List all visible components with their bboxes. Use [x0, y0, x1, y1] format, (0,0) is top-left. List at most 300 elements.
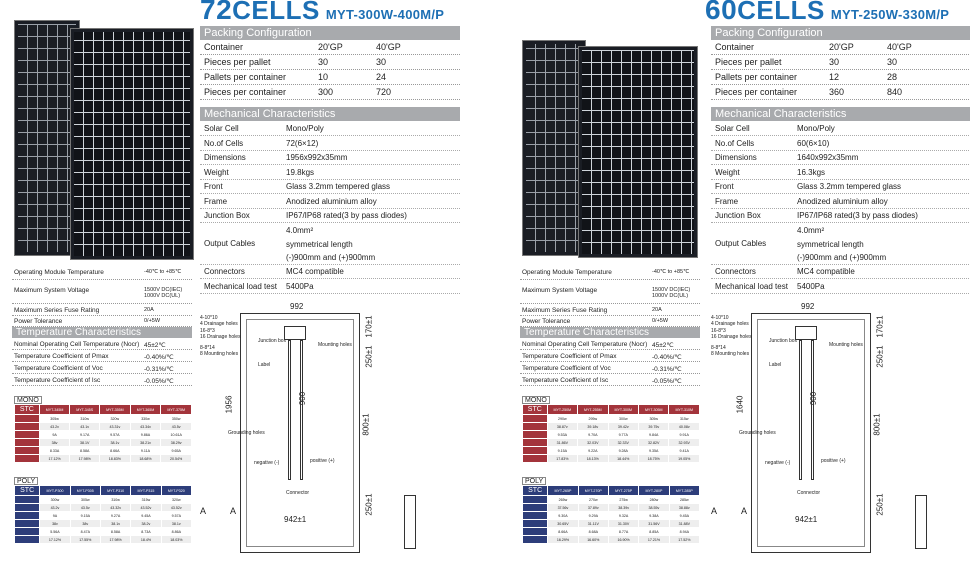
stc-value-cell: 18.4%: [131, 536, 161, 544]
stc-value-cell: 270w: [578, 496, 608, 504]
stc-value-cell: 8.47A: [70, 528, 100, 536]
packing-title: Packing Configuration: [711, 26, 970, 40]
stc-value-cell: 310w: [70, 415, 100, 423]
mono-label: MONO: [522, 396, 550, 404]
mechanical-label: Mechanical load test: [204, 281, 277, 291]
drawing-label: 16-8*3 16 Drainage holes: [711, 328, 752, 340]
poly-label: POLY: [14, 477, 38, 485]
stc-param-cell: [523, 431, 548, 439]
stc-model-cell: MYT-285P: [669, 486, 699, 496]
stc-value-cell: 9.53A: [547, 431, 577, 439]
stc-value-cell: 9.32A: [608, 512, 638, 520]
frame-profile: [404, 495, 416, 549]
mechanical-value: MC4 compatible: [286, 267, 344, 276]
limit-row: [12, 317, 192, 327]
stc-value-cell: 8.66A: [100, 447, 131, 455]
stc-value-cell: 38.1V: [70, 439, 100, 447]
drawing-label: Mounting holes: [318, 342, 352, 348]
limit-row: [520, 268, 700, 280]
mechanical-label: Dimensions: [204, 153, 246, 162]
mechanical-row: [711, 280, 970, 294]
stc-value-cell: 8.77A: [608, 528, 638, 536]
stc-value-cell: 38.1v: [161, 520, 191, 528]
drawing-label: 4-10*10 4 Drainage holes: [711, 315, 749, 327]
stc-value-cell: 37.89v: [578, 504, 608, 512]
stc-value-cell: 9.29A: [578, 512, 608, 520]
packing-value-20gp: 30: [318, 57, 329, 67]
stc-value-cell: 295w: [578, 415, 608, 423]
dim-width: 992: [290, 302, 304, 311]
stc-value-cell: 31.30V: [608, 520, 638, 528]
output-cables-row: [200, 224, 460, 265]
cable-line: [300, 340, 303, 480]
limit-value: 0/+5W: [652, 318, 669, 324]
stc-value-cell: 9.57A: [100, 431, 131, 439]
poly-stc-table: [522, 485, 700, 544]
packing-row: [200, 70, 460, 85]
stc-value-cell: 8.85A: [639, 528, 669, 536]
stc-value-cell: 38v: [39, 439, 70, 447]
dim-top2: 250±1: [875, 345, 885, 368]
poly-label: POLY: [522, 477, 546, 485]
stc-header-cell: STC: [15, 405, 40, 415]
mechanical-row: [200, 137, 460, 151]
temperature-label: Nominal Operating Cell Temperature (Nocr): [14, 341, 140, 348]
stc-value-cell: 31.86V: [547, 439, 577, 447]
drawing-label: 16-8*3 16 Drainage holes: [200, 328, 241, 340]
packing-label: Container: [204, 42, 244, 52]
stc-value-cell: 18.75%: [639, 455, 669, 463]
drawing-label: A: [741, 506, 748, 516]
limit-value: 1500V DC(IEC) 1000V DC(UL): [652, 287, 691, 299]
stc-param-cell: [523, 528, 548, 536]
dim-mid: 900: [298, 391, 308, 406]
stc-value-cell: 32.33V: [608, 439, 638, 447]
dim-bottom: 250±1: [364, 493, 374, 516]
stc-value-cell: 300w: [608, 415, 638, 423]
stc-value-cell: 18.68%: [130, 455, 161, 463]
stc-model-cell: MYT-345S: [70, 405, 100, 415]
mechanical-label: Mechanical load test: [715, 281, 788, 291]
stc-value-cell: 39.18v: [578, 423, 608, 431]
temperature-row: [520, 339, 700, 350]
stc-value-cell: 8.73A: [131, 528, 161, 536]
stc-value-cell: 40.08v: [669, 423, 700, 431]
stc-value-cell: 8.33A: [39, 447, 70, 455]
drawing-label: Junction box: [769, 338, 798, 344]
packing-label: Container: [715, 42, 755, 52]
stc-value-cell: 38.29v: [161, 439, 192, 447]
output-cables-value: 4.0mm²: [286, 226, 314, 235]
stc-value-cell: 38.55v: [639, 504, 669, 512]
mechanical-value: 5400Pa: [797, 281, 825, 291]
mechanical-label: Front: [204, 182, 223, 191]
stc-model-cell: MYT-P315: [131, 486, 161, 496]
packing-value-40gp: 30: [376, 57, 387, 67]
mechanical-value: IP67/IP68 rated(3 by pass diodes): [797, 211, 918, 220]
mechanical-row: [711, 166, 970, 180]
stc-value-cell: 9.84A: [639, 431, 669, 439]
stc-value-cell: 320w: [100, 415, 131, 423]
stc-value-cell: 32.93V: [669, 439, 700, 447]
stc-value-cell: 9.15A: [70, 512, 100, 520]
packing-value-40gp: 720: [376, 87, 392, 97]
stc-value-cell: 9.70A: [578, 431, 608, 439]
temperature-label: Temperature Coefficient of Voc: [522, 365, 611, 372]
temperature-value: -0.40%/℃: [652, 354, 682, 361]
junction-box: [795, 326, 817, 340]
mechanical-value: Anodized aluminium alloy: [797, 196, 888, 206]
stc-value-cell: 300w: [40, 496, 70, 504]
stc-model-cell: MYT-275P: [608, 486, 638, 496]
mechanical-row: [200, 166, 460, 180]
cells-word: CELLS: [737, 0, 825, 25]
temperature-value: -0.31%/℃: [652, 366, 682, 373]
stc-param-cell: [15, 415, 40, 423]
stc-value-cell: 43.2v: [39, 423, 70, 431]
stc-param-cell: [15, 455, 40, 463]
packing-row: [200, 55, 460, 70]
packing-row: [711, 55, 970, 70]
stc-value-cell: 17.52%: [669, 536, 699, 544]
limit-value: -40℃ to +85℃: [652, 269, 690, 275]
stc-value-cell: 43.5v: [70, 504, 100, 512]
stc-model-cell: MYT-P310: [100, 486, 130, 496]
cable-line: [799, 340, 802, 480]
mechanical-value: MC4 compatible: [797, 267, 855, 276]
stc-value-cell: 8.58A: [70, 447, 100, 455]
dim-top: 170±1: [364, 315, 374, 338]
mono-stc-table: [522, 404, 700, 463]
stc-value-cell: 9.22A: [578, 447, 608, 455]
frame-profile: [915, 495, 927, 549]
stc-model-cell: MYT-375M: [161, 405, 192, 415]
output-cables-value: 4.0mm²: [797, 226, 825, 235]
packing-label: Pieces per container: [204, 87, 287, 97]
stc-value-cell: 30.65V: [548, 520, 578, 528]
stc-value-cell: 43.52v: [161, 504, 191, 512]
stc-value-cell: 18.13%: [578, 455, 608, 463]
stc-param-cell: [15, 536, 40, 544]
stc-param-cell: [523, 496, 548, 504]
mechanical-label: No.of Cells: [204, 138, 244, 148]
temperature-value: -0.05%/℃: [144, 378, 174, 385]
stc-value-cell: 20.54%: [161, 455, 192, 463]
packing-label: Pallets per container: [715, 72, 798, 82]
stc-param-cell: [15, 439, 40, 447]
stc-value-cell: 310w: [100, 496, 130, 504]
stc-param-cell: [15, 496, 40, 504]
packing-value-40gp: 840: [887, 87, 903, 97]
stc-value-cell: 38.1v: [100, 439, 131, 447]
stc-header-cell: STC: [523, 405, 548, 415]
stc-value-cell: 16.60%: [578, 536, 608, 544]
stc-value-cell: 18.44%: [608, 455, 638, 463]
packing-label: Pieces per pallet: [204, 57, 271, 67]
stc-value-cell: 32.82V: [639, 439, 669, 447]
packing-value-40gp: 24: [376, 72, 387, 82]
drawing-label: A: [711, 506, 718, 516]
mechanical-label: Connectors: [715, 267, 756, 276]
packing-row: [711, 85, 970, 100]
temperature-title: Temperature Characteristics: [520, 327, 700, 338]
stc-value-cell: 290w: [547, 415, 577, 423]
dim-top2: 250±1: [364, 345, 374, 368]
cells-count: 72: [200, 0, 233, 25]
stc-value-cell: 38.39v: [608, 504, 638, 512]
limit-value: 20A: [144, 307, 154, 313]
stc-model-cell: MYT-365M: [130, 405, 161, 415]
drawing-label: 4-10*10 4 Drainage holes: [200, 315, 238, 327]
dim-bottom: 250±1: [875, 493, 885, 516]
mechanical-value: Anodized aluminium alloy: [286, 196, 377, 206]
packing-value-20gp: 10: [318, 72, 329, 82]
output-cables-label: Output Cables: [204, 239, 256, 248]
stc-value-cell: 320w: [161, 496, 191, 504]
product-heading: [705, 0, 949, 26]
stc-value-cell: 350w: [161, 415, 192, 423]
stc-value-cell: 43.2v: [40, 504, 70, 512]
limit-label: Operating Module Temperature: [14, 269, 104, 276]
dim-width: 992: [801, 302, 815, 311]
stc-value-cell: 8.86A: [161, 528, 191, 536]
stc-value-cell: 16.90%: [608, 536, 638, 544]
stc-param-cell: [15, 504, 40, 512]
dim-offset: 800±1: [872, 413, 882, 436]
dim-w2: 942±1: [795, 515, 818, 524]
mechanical-label: No.of Cells: [715, 138, 755, 148]
packing-value-40gp: 28: [887, 72, 898, 82]
stc-value-cell: 305w: [639, 415, 669, 423]
stc-value-cell: 38.2v: [131, 520, 161, 528]
stc-model-cell: MYT-345M: [39, 405, 70, 415]
mechanical-value: 5400Pa: [286, 281, 314, 291]
dim-offset: 800±1: [361, 413, 371, 436]
cells-count: 60: [705, 0, 738, 25]
stc-value-cell: 305w: [39, 415, 70, 423]
stc-value-cell: 9.41A: [669, 447, 700, 455]
stc-value-cell: 9.86A: [130, 431, 161, 439]
stc-value-cell: 330w: [130, 415, 161, 423]
temperature-title: Temperature Characteristics: [12, 327, 192, 338]
stc-value-cell: 43.1v: [70, 423, 100, 431]
drawing-label: 8-8*14 8 Mounting holes: [711, 345, 750, 357]
limit-row: [12, 286, 192, 304]
packing-value-20gp: 30: [829, 57, 840, 67]
stc-value-cell: 9.91A: [669, 431, 700, 439]
mechanical-title: Mechanical Characteristics: [711, 107, 970, 121]
stc-value-cell: 17.55%: [70, 536, 100, 544]
mechanical-title: Mechanical Characteristics: [200, 107, 460, 121]
product-heading: [200, 0, 444, 26]
limit-value: 20A: [652, 307, 662, 313]
mechanical-row: [200, 195, 460, 209]
output-cables-value: (-)900mm and (+)900mm: [797, 253, 887, 262]
stc-value-cell: 9.45A: [669, 512, 699, 520]
stc-value-cell: 17.83%: [547, 455, 577, 463]
stc-value-cell: 285w: [669, 496, 699, 504]
stc-value-cell: 5.56A: [40, 528, 70, 536]
mechanical-label: Weight: [204, 167, 229, 177]
mechanical-label: Dimensions: [715, 153, 757, 162]
mechanical-value: 1640x992x35mm: [797, 153, 859, 162]
stc-value-cell: 275w: [608, 496, 638, 504]
packing-row: [200, 85, 460, 100]
stc-value-cell: 32.03V: [578, 439, 608, 447]
stc-value-cell: 19.05%: [669, 455, 700, 463]
packing-row: [711, 40, 970, 55]
stc-value-cell: 43.5v: [161, 423, 192, 431]
stc-param-cell: [523, 504, 548, 512]
temperature-value: 45±2℃: [652, 342, 674, 349]
stc-value-cell: 39.42v: [608, 423, 638, 431]
mechanical-label: Frame: [715, 196, 739, 206]
poly-stc-table: [14, 485, 192, 544]
mechanical-row: [711, 137, 970, 151]
mechanical-value: 72(6×12): [286, 138, 319, 148]
mechanical-value: 1956x992x35mm: [286, 153, 348, 162]
stc-param-cell: [15, 423, 40, 431]
drawing-label: Mounting holes: [829, 342, 863, 348]
temperature-value: -0.31%/℃: [144, 366, 174, 373]
packing-title: Packing Configuration: [200, 26, 460, 40]
junction-box: [284, 326, 306, 340]
stc-model-cell: MYT-280P: [639, 486, 669, 496]
stc-value-cell: 8.68A: [578, 528, 608, 536]
stc-value-cell: 315w: [131, 496, 161, 504]
stc-value-cell: 17.98%: [100, 536, 130, 544]
stc-value-cell: 9.28A: [608, 447, 638, 455]
packing-row: [711, 70, 970, 85]
temperature-row: [520, 363, 700, 374]
limit-label: Maximum Series Fuse Rating: [522, 307, 608, 314]
temperature-value: -0.05%/℃: [652, 378, 682, 385]
temperature-row: [520, 375, 700, 386]
temperature-label: Temperature Coefficient of Voc: [14, 365, 103, 372]
temperature-value: -0.40%/℃: [144, 354, 174, 361]
limit-label: Maximum Series Fuse Rating: [14, 307, 100, 314]
drawing-label: negative (-): [765, 460, 791, 466]
stc-value-cell: 9.38A: [639, 512, 669, 520]
limit-row: [12, 268, 192, 280]
stc-param-cell: [15, 520, 40, 528]
stc-value-cell: 43.52v: [131, 504, 161, 512]
stc-value-cell: 38v: [40, 520, 70, 528]
dim-mid: 900: [809, 391, 819, 406]
stc-value-cell: 38.87v: [547, 423, 577, 431]
mechanical-row: [200, 265, 460, 279]
stc-value-cell: 8.94A: [669, 528, 699, 536]
stc-param-cell: [523, 415, 548, 423]
stc-value-cell: 9.45A: [131, 512, 161, 520]
limit-label: Power Tolerance: [522, 318, 571, 325]
stc-value-cell: 9.30A: [548, 512, 578, 520]
mechanical-value: Mono/Poly: [286, 124, 324, 133]
stc-value-cell: 9.35A: [639, 447, 669, 455]
mechanical-row: [711, 180, 970, 194]
packing-value-20gp: 20'GP: [829, 42, 854, 52]
stc-value-cell: 18.03%: [161, 536, 191, 544]
limit-value: 1500V DC(IEC) 1000V DC(UL): [144, 287, 183, 299]
stc-value-cell: 9.65A: [161, 447, 192, 455]
stc-value-cell: 9.57A: [161, 512, 191, 520]
mechanical-value: 19.8kgs: [286, 167, 315, 177]
drawing-label: Grounding holes: [739, 430, 776, 436]
dim-w2: 942±1: [284, 515, 307, 524]
temperature-row: [12, 339, 192, 350]
mechanical-row: [200, 280, 460, 294]
mechanical-value: 16.3kgs: [797, 167, 826, 177]
stc-model-cell: MYT-P305: [70, 486, 100, 496]
stc-value-cell: 38.88v: [669, 504, 699, 512]
stc-value-cell: 305w: [70, 496, 100, 504]
limit-row: [520, 317, 700, 327]
packing-value-40gp: 30: [887, 57, 898, 67]
mono-stc-table: [14, 404, 192, 463]
limit-label: Maximum System Voltage: [522, 287, 598, 294]
stc-value-cell: 38.21v: [130, 439, 161, 447]
stc-value-cell: 38v: [70, 520, 100, 528]
solar-panel-front-image: [578, 46, 698, 258]
packing-value-20gp: 360: [829, 87, 845, 97]
drawing-label: Connector: [286, 490, 310, 496]
stc-param-cell: [15, 431, 40, 439]
output-cables-value: (-)900mm and (+)900mm: [286, 253, 376, 262]
packing-label: Pallets per container: [204, 72, 287, 82]
mono-label: MONO: [14, 396, 42, 404]
stc-value-cell: 8.58A: [100, 528, 130, 536]
mechanical-row: [711, 195, 970, 209]
stc-value-cell: 9.17A: [70, 431, 100, 439]
stc-model-cell: MYT-250M: [547, 405, 577, 415]
packing-row: [200, 40, 460, 55]
stc-value-cell: 9.27A: [100, 512, 130, 520]
stc-value-cell: 31.56V: [639, 520, 669, 528]
stc-value-cell: 9.11A: [130, 447, 161, 455]
mechanical-row: [200, 151, 460, 165]
packing-label: Pieces per pallet: [715, 57, 782, 67]
stc-header-cell: STC: [523, 486, 548, 496]
stc-param-cell: [15, 447, 40, 455]
temperature-label: Nominal Operating Cell Temperature (Nocr): [522, 341, 648, 348]
temperature-row: [12, 351, 192, 362]
mechanical-row: [711, 209, 970, 223]
stc-model-cell: MYT-355M: [100, 405, 131, 415]
limit-row: [12, 306, 192, 316]
packing-label: Pieces per container: [715, 87, 798, 97]
stc-param-cell: [523, 447, 548, 455]
limit-row: [520, 306, 700, 316]
stc-model-cell: MYT-310M: [669, 405, 700, 415]
model-range: MYT-250W-330M/P: [830, 7, 950, 22]
mechanical-row: [711, 265, 970, 279]
temperature-row: [12, 363, 192, 374]
limit-value: -40℃ to +85℃: [144, 269, 182, 275]
limit-label: Maximum System Voltage: [14, 287, 90, 294]
stc-value-cell: 16.29%: [548, 536, 578, 544]
stc-value-cell: 265w: [548, 496, 578, 504]
drawing-label: Label: [769, 362, 782, 368]
temperature-label: Temperature Coefficient of Isc: [522, 377, 609, 384]
temperature-value: 45±2℃: [144, 342, 166, 349]
stc-value-cell: 17.21%: [639, 536, 669, 544]
stc-param-cell: [523, 439, 548, 447]
stc-param-cell: [523, 512, 548, 520]
model-range: MYT-300W-400M/P: [325, 7, 445, 22]
packing-value-40gp: 40'GP: [887, 42, 912, 52]
stc-value-cell: 9.77A: [608, 431, 638, 439]
stc-value-cell: 10.61A: [161, 431, 192, 439]
